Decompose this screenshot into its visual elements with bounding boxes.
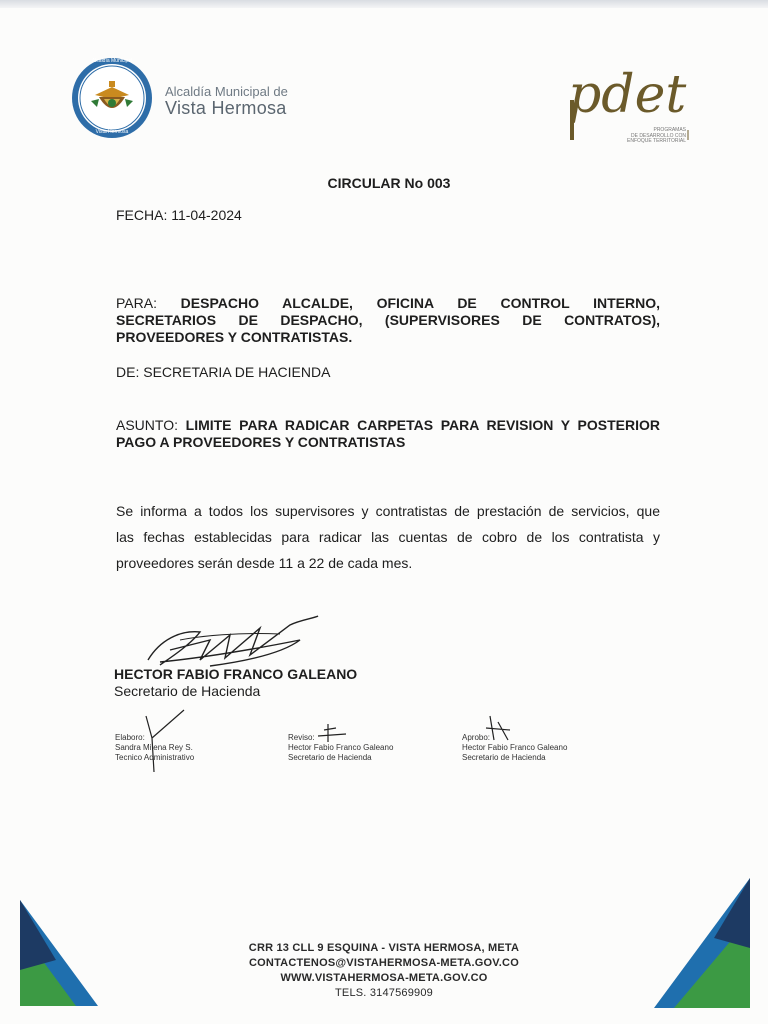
- body-line: las fechas establecidas para radicar las cuentas de cobro de los contratista y: [116, 529, 660, 545]
- pdet-subtitle-line: PROGRAMAS: [653, 127, 686, 133]
- pdet-subtitle: [620, 128, 686, 145]
- body-paragraph: [116, 498, 660, 576]
- pdet-subtitle-line: ENFOQUE TERRITORIAL: [627, 138, 686, 144]
- seal-ring-top-text: Alcaldía Municipal: [91, 58, 133, 64]
- signer-role: Secretario de Hacienda: [114, 683, 261, 699]
- asunto-block: [116, 417, 660, 451]
- approval-role: Secretario de Hacienda: [462, 753, 546, 762]
- approval-label: Reviso:: [288, 733, 315, 742]
- para-recipients-3: PROVEEDORES Y CONTRATISTAS.: [116, 329, 353, 345]
- approval-role: Tecnico Administrativo: [115, 753, 195, 762]
- body-line: Se informa a todos los supervisores y contratistas de prestación de servicios, que: [116, 503, 660, 519]
- body-line: proveedores serán desde 11 a 22 de cada mes.: [116, 555, 413, 571]
- signer-name: HECTOR FABIO FRANCO GALEANO: [114, 666, 358, 682]
- asunto-text-1: LIMITE PARA RADICAR CARPETAS PARA REVISION Y POSTERIOR: [185, 417, 660, 433]
- approval-role: Secretario de Hacienda: [288, 753, 372, 762]
- de-line: DE: SECRETARIA DE HACIENDA: [116, 364, 331, 380]
- approval-name: Hector Fabio Franco Galeano: [288, 743, 394, 752]
- footer-address: CRR 13 CLL 9 ESQUINA - VISTA HERMOSA, META: [248, 942, 520, 954]
- approval-name: Sandra Milena Rey S.: [115, 743, 193, 752]
- fecha-line: FECHA: 11-04-2024: [116, 207, 242, 223]
- municipality-name: Vista Hermosa: [165, 98, 287, 118]
- scan-top-edge: [0, 0, 768, 8]
- para-label: PARA:: [116, 295, 157, 311]
- para-recipients-1: DESPACHO ALCALDE, OFICINA DE CONTROL INTERNO,: [180, 295, 660, 311]
- asunto-label: ASUNTO:: [116, 417, 178, 433]
- aprobo-initials: [484, 712, 514, 742]
- pdet-subtitle-line: DE DESARROLLO CON: [630, 132, 686, 139]
- approval-aprobo: [462, 733, 567, 763]
- para-recipients-2: SECRETARIOS DE DESPACHO, (SUPERVISORES DE CONTRATOS),: [116, 312, 660, 328]
- municipal-seal-logo: [71, 57, 153, 139]
- para-line: [116, 295, 660, 312]
- footer-website: WWW.VISTAHERMOSA-META.GOV.CO: [280, 972, 488, 984]
- alcaldia-label: Alcaldía Municipal de: [165, 84, 288, 99]
- elaboro-initials: [138, 708, 188, 774]
- seal-ring-bottom-text: Vista Hermosa: [95, 129, 129, 135]
- approval-name: Hector Fabio Franco Galeano: [462, 743, 568, 752]
- approval-label: Elaboro:: [115, 733, 145, 742]
- footer-email: CONTACTENOS@VISTAHERMOSA-META.GOV.CO: [249, 957, 519, 969]
- asunto-text-2: PAGO A PROVEEDORES Y CONTRATISTAS: [116, 434, 406, 450]
- approval-label: Aprobo:: [462, 733, 491, 742]
- asunto-line: [116, 417, 660, 434]
- circular-title: CIRCULAR No 003: [327, 175, 451, 191]
- footer-phone: TELS. 3147569909: [335, 987, 433, 999]
- para-block: [116, 295, 660, 346]
- reviso-initials: [316, 722, 348, 744]
- pdet-logo-wordmark: pdet: [568, 65, 687, 125]
